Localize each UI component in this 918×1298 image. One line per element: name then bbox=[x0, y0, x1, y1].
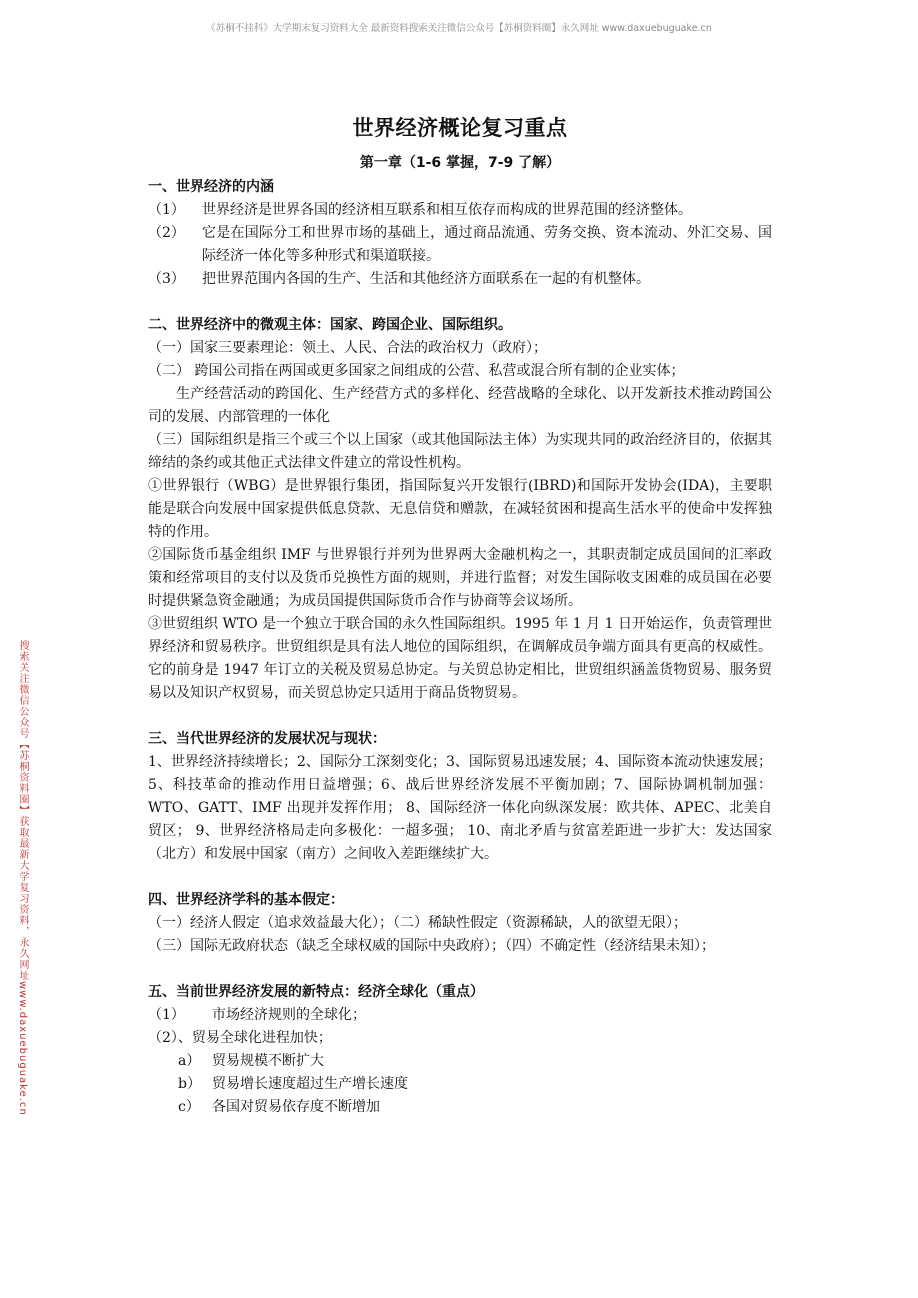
list-item-number: （2） bbox=[148, 225, 185, 241]
paragraph: ③世贸组织 WTO 是一个独立于联合国的永久性国际组织。1995 年 1 月 1 日开始运作，负责管理世界经济和贸易秩序。世贸组织是具有法人地位的国际组织，在调解成员争端方面具有更高的权威性。它的前身是 1947 年订立的关税及贸易总协定。与关贸总协定相比，世贸组织涵盖货物贸易、服务贸易以及知识产权贸易，而关贸总协定只适用于商品货物贸易。 bbox=[148, 616, 772, 701]
sub-list-item-number: c） bbox=[178, 1099, 200, 1115]
paragraph: 1、世界经济持续增长；2、国际分工深刻变化；3、国际贸易迅速发展；4、国际资本流动快速发展；5、科技革命的推动作用日益增强；6、战后世界经济发展不平衡加剧；7、国际协调机制加强：WTO、GATT、IMF 出现并发挥作用； 8、国际经济一体化向纵深发展：欧共体、APEC、北美自贸区； 9、世界经济格局走向多极化：一超多强； 10、南北矛盾与贫富差距进一步扩大：发达国家（北方）和发展中国家（南方）之间收入差距继续扩大。 bbox=[148, 754, 772, 862]
side-watermark: 搜索关注微信公众号【苏桐资料圈】获取最新大学复习资料，永久网址www.daxuebuguake.cn bbox=[17, 640, 28, 1116]
paragraph: （三）国际无政府状态（缺乏全球权威的国际中央政府）；（四）不确定性（经济结果未知）； bbox=[148, 938, 715, 954]
list-item bbox=[148, 1004, 772, 1027]
document-body bbox=[148, 112, 772, 1119]
section-1-heading: 一、世界经济的内涵 bbox=[148, 179, 274, 195]
list-item bbox=[148, 268, 772, 291]
section-3-heading: 三、当代世界经济的发展状况与现状： bbox=[148, 731, 386, 747]
section-4-heading: 四、世界经济学科的基本假定： bbox=[148, 892, 344, 908]
paragraph: ②国际货币基金组织 IMF 与世界银行并列为世界两大金融机构之一，其职责制定成员国间的汇率政策和经常项目的支付以及货币兑换性方面的规则，并进行监督；对发生国际收支困难的成员国在必要时提供紧急资金融通；为成员国提供国际货币合作与协商等会议场所。 bbox=[148, 547, 772, 609]
section-5-heading: 五、当前世界经济发展的新特点：经济全球化（重点） bbox=[148, 984, 484, 1000]
paragraph: ①世界银行（WBG）是世界银行集团，指国际复兴开发银行(IBRD)和国际开发协会(IDA)，主要职能是联合向发展中国家提供低息贷款、无息信贷和赠款，在减轻贫困和提高生活水平的使命中发挥独特的作用。 bbox=[148, 478, 772, 540]
section-2-heading: 二、世界经济中的微观主体：国家、跨国企业、国际组织。 bbox=[148, 317, 512, 333]
paragraph: （一）国家三要素理论：领土、人民、合法的政治权力（政府）； bbox=[148, 340, 547, 356]
sub-list-item bbox=[148, 1073, 772, 1096]
list-item bbox=[148, 222, 772, 268]
sub-list-item bbox=[148, 1050, 772, 1073]
list-item bbox=[148, 199, 772, 222]
paragraph: （三）国际组织是指三个或三个以上国家（或其他国际法主体）为实现共同的政治经济目的，依据其缔结的条约或其他正式法律文件建立的常设性机构。 bbox=[148, 432, 772, 471]
list-item-text: 它是在国际分工和世界市场的基础上，通过商品流通、劳务交换、资本流动、外汇交易、国际经济一体化等多种形式和渠道联接。 bbox=[202, 225, 772, 264]
page-header-watermark: 《苏桐不挂科》大学期末复习资料大全 最新资料搜索关注微信公众号【苏桐资料圈】永久网址 www.daxuebuguake.cn bbox=[206, 23, 712, 34]
list-item-number: （1） bbox=[148, 202, 185, 218]
list-item-number: （1） bbox=[148, 1007, 185, 1023]
sub-list-item-text: 各国对贸易依存度不断增加 bbox=[212, 1099, 380, 1115]
paragraph: （2）、贸易全球化进程加快； bbox=[148, 1030, 332, 1046]
document-title: 世界经济概论复习重点 bbox=[352, 116, 568, 140]
list-item-text: 世界经济是世界各国的经济相互联系和相互依存而构成的世界范围的经济整体。 bbox=[202, 202, 692, 218]
list-item-number: （3） bbox=[148, 271, 185, 287]
sub-list-item-number: b） bbox=[178, 1076, 201, 1092]
list-item-text: 把世界范围内各国的生产、生活和其他经济方面联系在一起的有机整体。 bbox=[202, 271, 650, 287]
sub-list-item-number: a） bbox=[178, 1053, 201, 1069]
sub-list-item-text: 贸易规模不断扩大 bbox=[212, 1053, 324, 1069]
paragraph: （二） 跨国公司指在两国或更多国家之间组成的公营、私营或混合所有制的企业实体； bbox=[148, 363, 685, 379]
chapter-heading: 第一章（1-6 掌握，7-9 了解） bbox=[359, 155, 561, 171]
paragraph: （一）经济人假定（追求效益最大化）；（二）稀缺性假定（资源稀缺，人的欲望无限）； bbox=[148, 915, 687, 931]
sub-list-item bbox=[148, 1096, 772, 1119]
list-item-text: 市场经济规则的全球化； bbox=[212, 1007, 366, 1023]
paragraph: 生产经营活动的跨国化、生产经营方式的多样化、经营战略的全球化、以开发新技术推动跨国公司的发展、内部管理的一体化 bbox=[148, 386, 772, 425]
sub-list-item-text: 贸易增长速度超过生产增长速度 bbox=[212, 1076, 408, 1092]
